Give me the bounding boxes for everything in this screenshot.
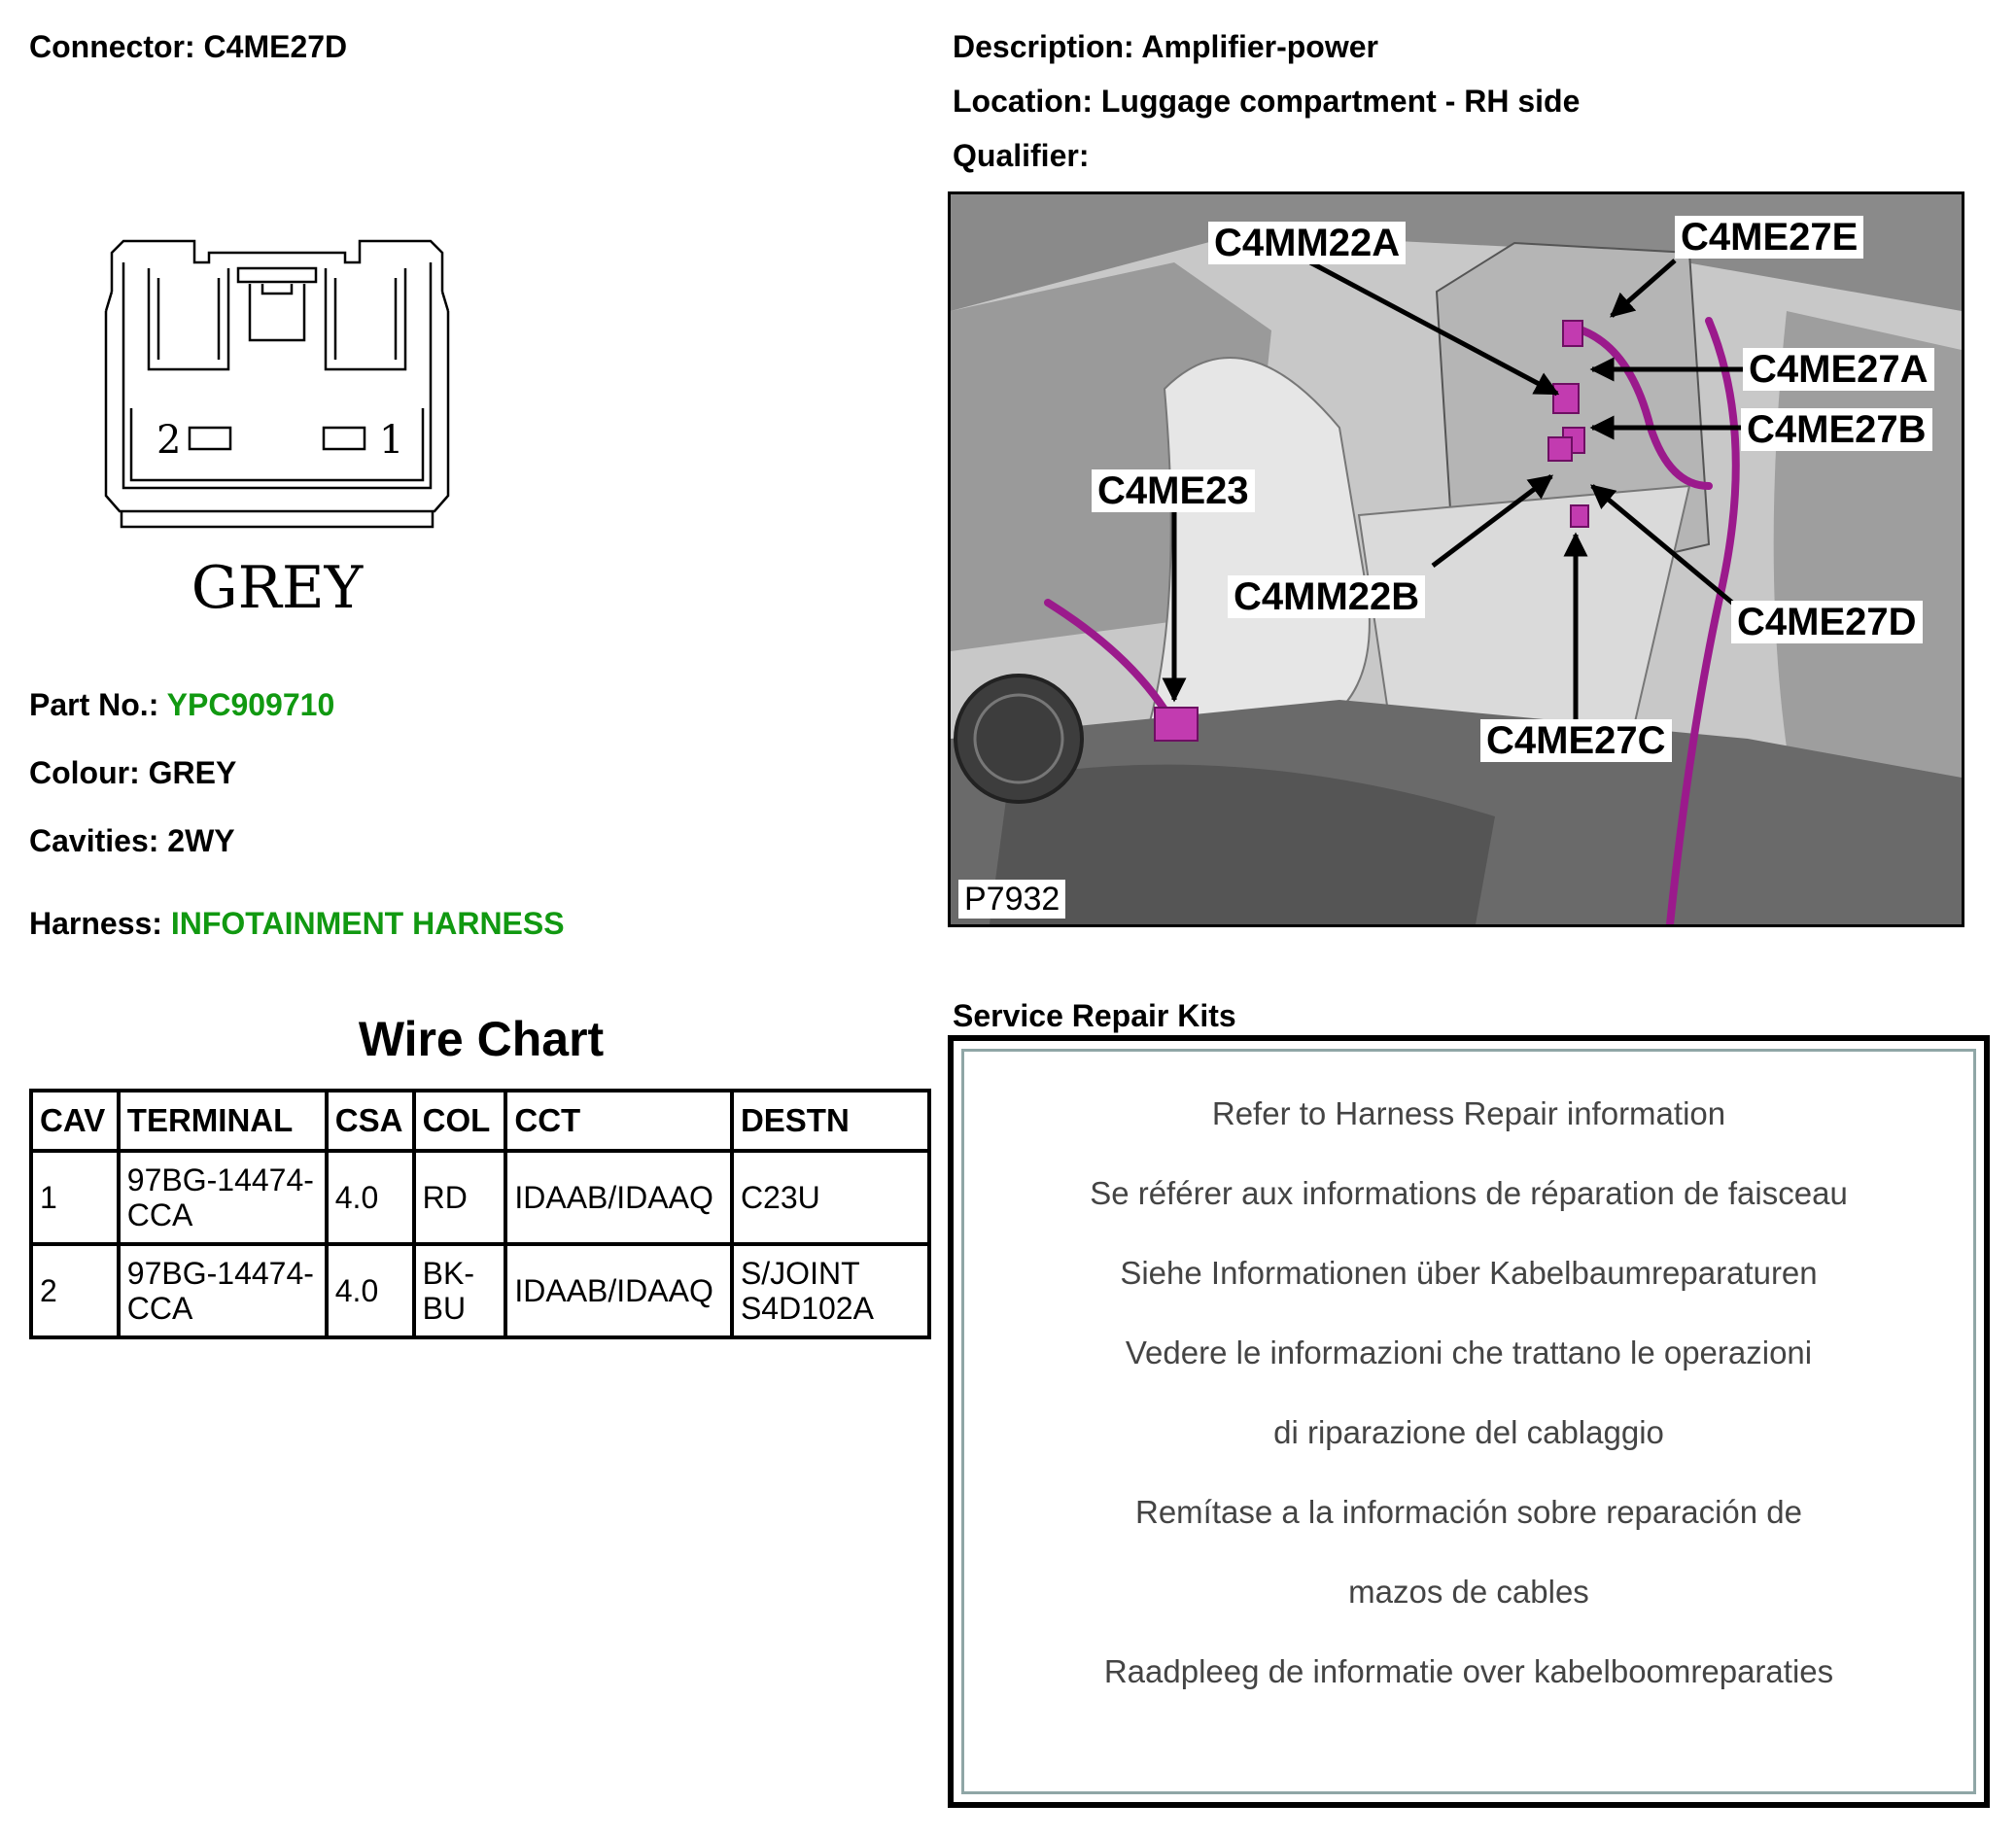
cavities-row xyxy=(29,821,235,860)
image-reference: P7932 xyxy=(958,880,1065,919)
cell-cav: 2 xyxy=(31,1244,119,1337)
connector-colour-label: GREY xyxy=(191,554,364,622)
description-value: Amplifier-power xyxy=(1141,29,1378,64)
header-cav: CAV xyxy=(31,1091,119,1151)
harness-row xyxy=(29,904,565,943)
qualifier-label: Qualifier: xyxy=(953,138,1090,173)
callout-c4me27a: C4ME27A xyxy=(1743,348,1934,391)
table-row xyxy=(31,1151,929,1244)
colour-row xyxy=(29,753,236,792)
connector-face-diagram xyxy=(102,224,452,632)
connector-label: Connector: xyxy=(29,29,195,64)
colour-value: GREY xyxy=(148,755,237,790)
harness-link[interactable]: INFOTAINMENT HARNESS xyxy=(170,906,565,941)
header-cct: CCT xyxy=(505,1091,732,1151)
callout-arrows xyxy=(951,194,1962,924)
callout-c4mm22a: C4MM22A xyxy=(1208,222,1406,264)
callout-c4me27c: C4ME27C xyxy=(1480,719,1672,762)
cell-col: RD xyxy=(414,1151,506,1244)
cell-csa: 4.0 xyxy=(327,1151,414,1244)
callout-c4mm22b: C4MM22B xyxy=(1228,575,1425,618)
repair-line: mazos de cables xyxy=(1348,1574,1589,1610)
header-terminal: TERMINAL xyxy=(119,1091,327,1151)
wire-chart-header-row xyxy=(31,1091,929,1151)
cell-cct: IDAAB/IDAAQ xyxy=(505,1151,732,1244)
wire-chart-table xyxy=(29,1089,931,1339)
repair-line: Vedere le informazioni che trattano le operazioni xyxy=(1125,1335,1813,1370)
connector-value: C4ME27D xyxy=(203,29,348,64)
part-no-link[interactable]: YPC909710 xyxy=(166,687,335,722)
repair-line: Refer to Harness Repair information xyxy=(1211,1095,1726,1131)
callout-c4me27d: C4ME27D xyxy=(1731,601,1923,643)
part-no-row xyxy=(29,685,334,724)
description-label: Description: xyxy=(953,29,1134,64)
cavities-label: Cavities: xyxy=(29,823,159,858)
callout-c4me27e: C4ME27E xyxy=(1675,216,1863,259)
wire-chart-title: Wire Chart xyxy=(358,1012,605,1066)
cell-cav: 1 xyxy=(31,1151,119,1244)
qualifier-row xyxy=(953,136,1089,175)
repair-line: Raadpleeg de informatie over kabelboomreparaties xyxy=(1103,1653,1834,1689)
repair-line: Se référer aux informations de réparation de faisceau xyxy=(1090,1175,1848,1211)
colour-label: Colour: xyxy=(29,755,140,790)
harness-label: Harness: xyxy=(29,906,162,941)
header-col: COL xyxy=(414,1091,506,1151)
repair-line: di riparazione del cablaggio xyxy=(1273,1414,1664,1450)
location-row xyxy=(953,82,1580,121)
pin-1-label: 1 xyxy=(379,418,404,463)
description-row xyxy=(953,27,1378,66)
cell-csa: 4.0 xyxy=(327,1244,414,1337)
part-no-label: Part No.: xyxy=(29,687,159,722)
location-value: Luggage compartment - RH side xyxy=(1100,84,1581,119)
service-repair-kits-inner xyxy=(961,1049,1976,1794)
callout-c4me27b: C4ME27B xyxy=(1741,408,1932,451)
connector-outline-drawing xyxy=(102,224,452,632)
location-photo xyxy=(948,191,1964,927)
service-repair-kits-box xyxy=(948,1035,1990,1808)
cell-destn: S/JOINT S4D102A xyxy=(732,1244,929,1337)
header-destn: DESTN xyxy=(732,1091,929,1151)
table-row xyxy=(31,1244,929,1337)
header-csa: CSA xyxy=(327,1091,414,1151)
location-label: Location: xyxy=(953,84,1093,119)
repair-line: Remítase a la información sobre reparación de xyxy=(1134,1494,1803,1530)
connector-row xyxy=(29,27,347,66)
cell-terminal: 97BG-14474-CCA xyxy=(119,1151,327,1244)
cell-cct: IDAAB/IDAAQ xyxy=(505,1244,732,1337)
cell-destn: C23U xyxy=(732,1151,929,1244)
cell-terminal: 97BG-14474-CCA xyxy=(119,1244,327,1337)
cavities-value: 2WY xyxy=(167,823,235,858)
service-repair-kits-title: Service Repair Kits xyxy=(953,998,1236,1033)
callout-c4me23: C4ME23 xyxy=(1092,469,1255,512)
pin-2-label: 2 xyxy=(156,418,182,463)
repair-line: Siehe Informationen über Kabelbaumreparaturen xyxy=(1120,1255,1818,1291)
cell-col: BK-BU xyxy=(414,1244,506,1337)
